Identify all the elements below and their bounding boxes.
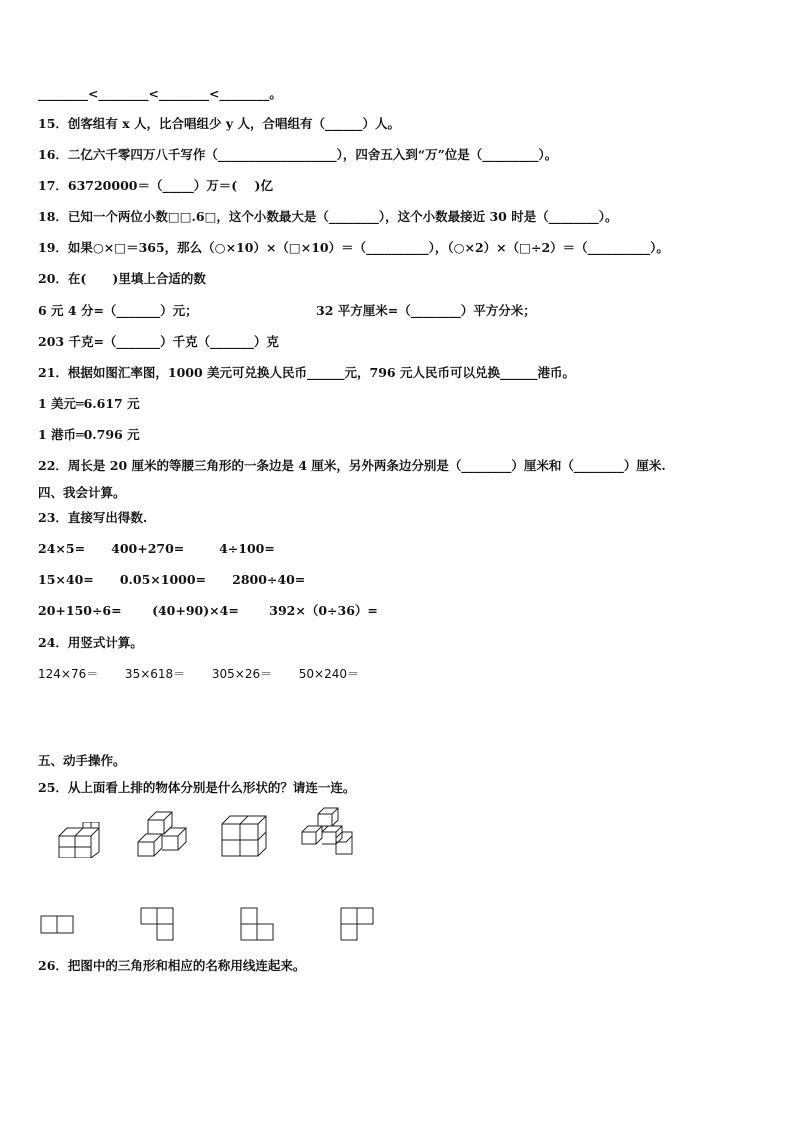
- section-4-heading: 四、我会计算。: [38, 485, 126, 500]
- rate-usd: 1 美元═6.617 元: [38, 396, 140, 411]
- rate-hkd: 1 港币═0.796 元: [38, 427, 140, 442]
- top-view-2: [140, 907, 176, 943]
- question-19: 19．如果○×□＝365，那么（○×10）×（□×10）＝（__________），（○×2）×（□÷2）＝（__________）。: [38, 240, 669, 255]
- question-17: 17．63720000＝（_____）万＝( )亿: [38, 178, 273, 193]
- question-26: 26．把图中的三角形和相应的名称用线连起来。: [38, 958, 306, 973]
- question-20-part-a: 6 元 4 分=（_______）元；: [38, 303, 198, 318]
- cube-stack-1: [56, 822, 104, 858]
- top-view-3: [240, 907, 276, 943]
- cube-stack-4: [300, 806, 354, 858]
- question-15: 15．创客组有 x 人，比合唱组少 y 人，合唱组有（______）人。: [38, 116, 401, 131]
- question-20-part-c: 203 千克=（_______）千克（_______）克: [38, 334, 279, 349]
- section-5-heading: 五、动手操作。: [38, 753, 126, 768]
- question-25: 25．从上面看上排的物体分别是什么形状的？请连一连。: [38, 780, 356, 795]
- question-23-row-3: 20+150÷6= (40+90)×4= 392×（0÷36）=: [38, 603, 378, 618]
- question-23-row-2: 15×40= 0.05×1000= 2800÷40=: [38, 572, 306, 587]
- question-18: 18．已知一个两位小数□□.6□，这个小数最大是（________），这个小数最接近 30 时是（________）。: [38, 209, 618, 224]
- question-20-part-b: 32 平方厘米=（________）平方分米；: [316, 303, 536, 318]
- question-24-problems: 124×76＝ 35×618＝ 305×26＝ 50×240＝: [38, 667, 360, 681]
- question-22: 22．周长是 20 厘米的等腰三角形的一条边是 4 厘米，另外两条边分别是（________）厘米和（________）厘米.: [38, 458, 666, 473]
- question-23-row-1: 24×5= 400+270= 4÷100=: [38, 541, 275, 556]
- top-view-4: [340, 907, 376, 943]
- blank-chain: ________<________<________<________。: [38, 86, 282, 101]
- cube-stack-3: [220, 814, 268, 858]
- question-23: 23．直接写出得数.: [38, 510, 148, 525]
- question-20: 20．在( )里填上合适的数: [38, 271, 206, 286]
- question-21: 21．根据如图汇率图，1000 美元可兑换人民币______元，796 元人民币可以兑换______港币。: [38, 365, 575, 380]
- question-16: 16．二亿六千零四万八千写作（___________________），四舍五入到“万”位是（_________）。: [38, 147, 558, 162]
- question-24: 24．用竖式计算。: [38, 635, 143, 650]
- top-view-1: [40, 914, 76, 936]
- cube-stack-2: [136, 808, 188, 860]
